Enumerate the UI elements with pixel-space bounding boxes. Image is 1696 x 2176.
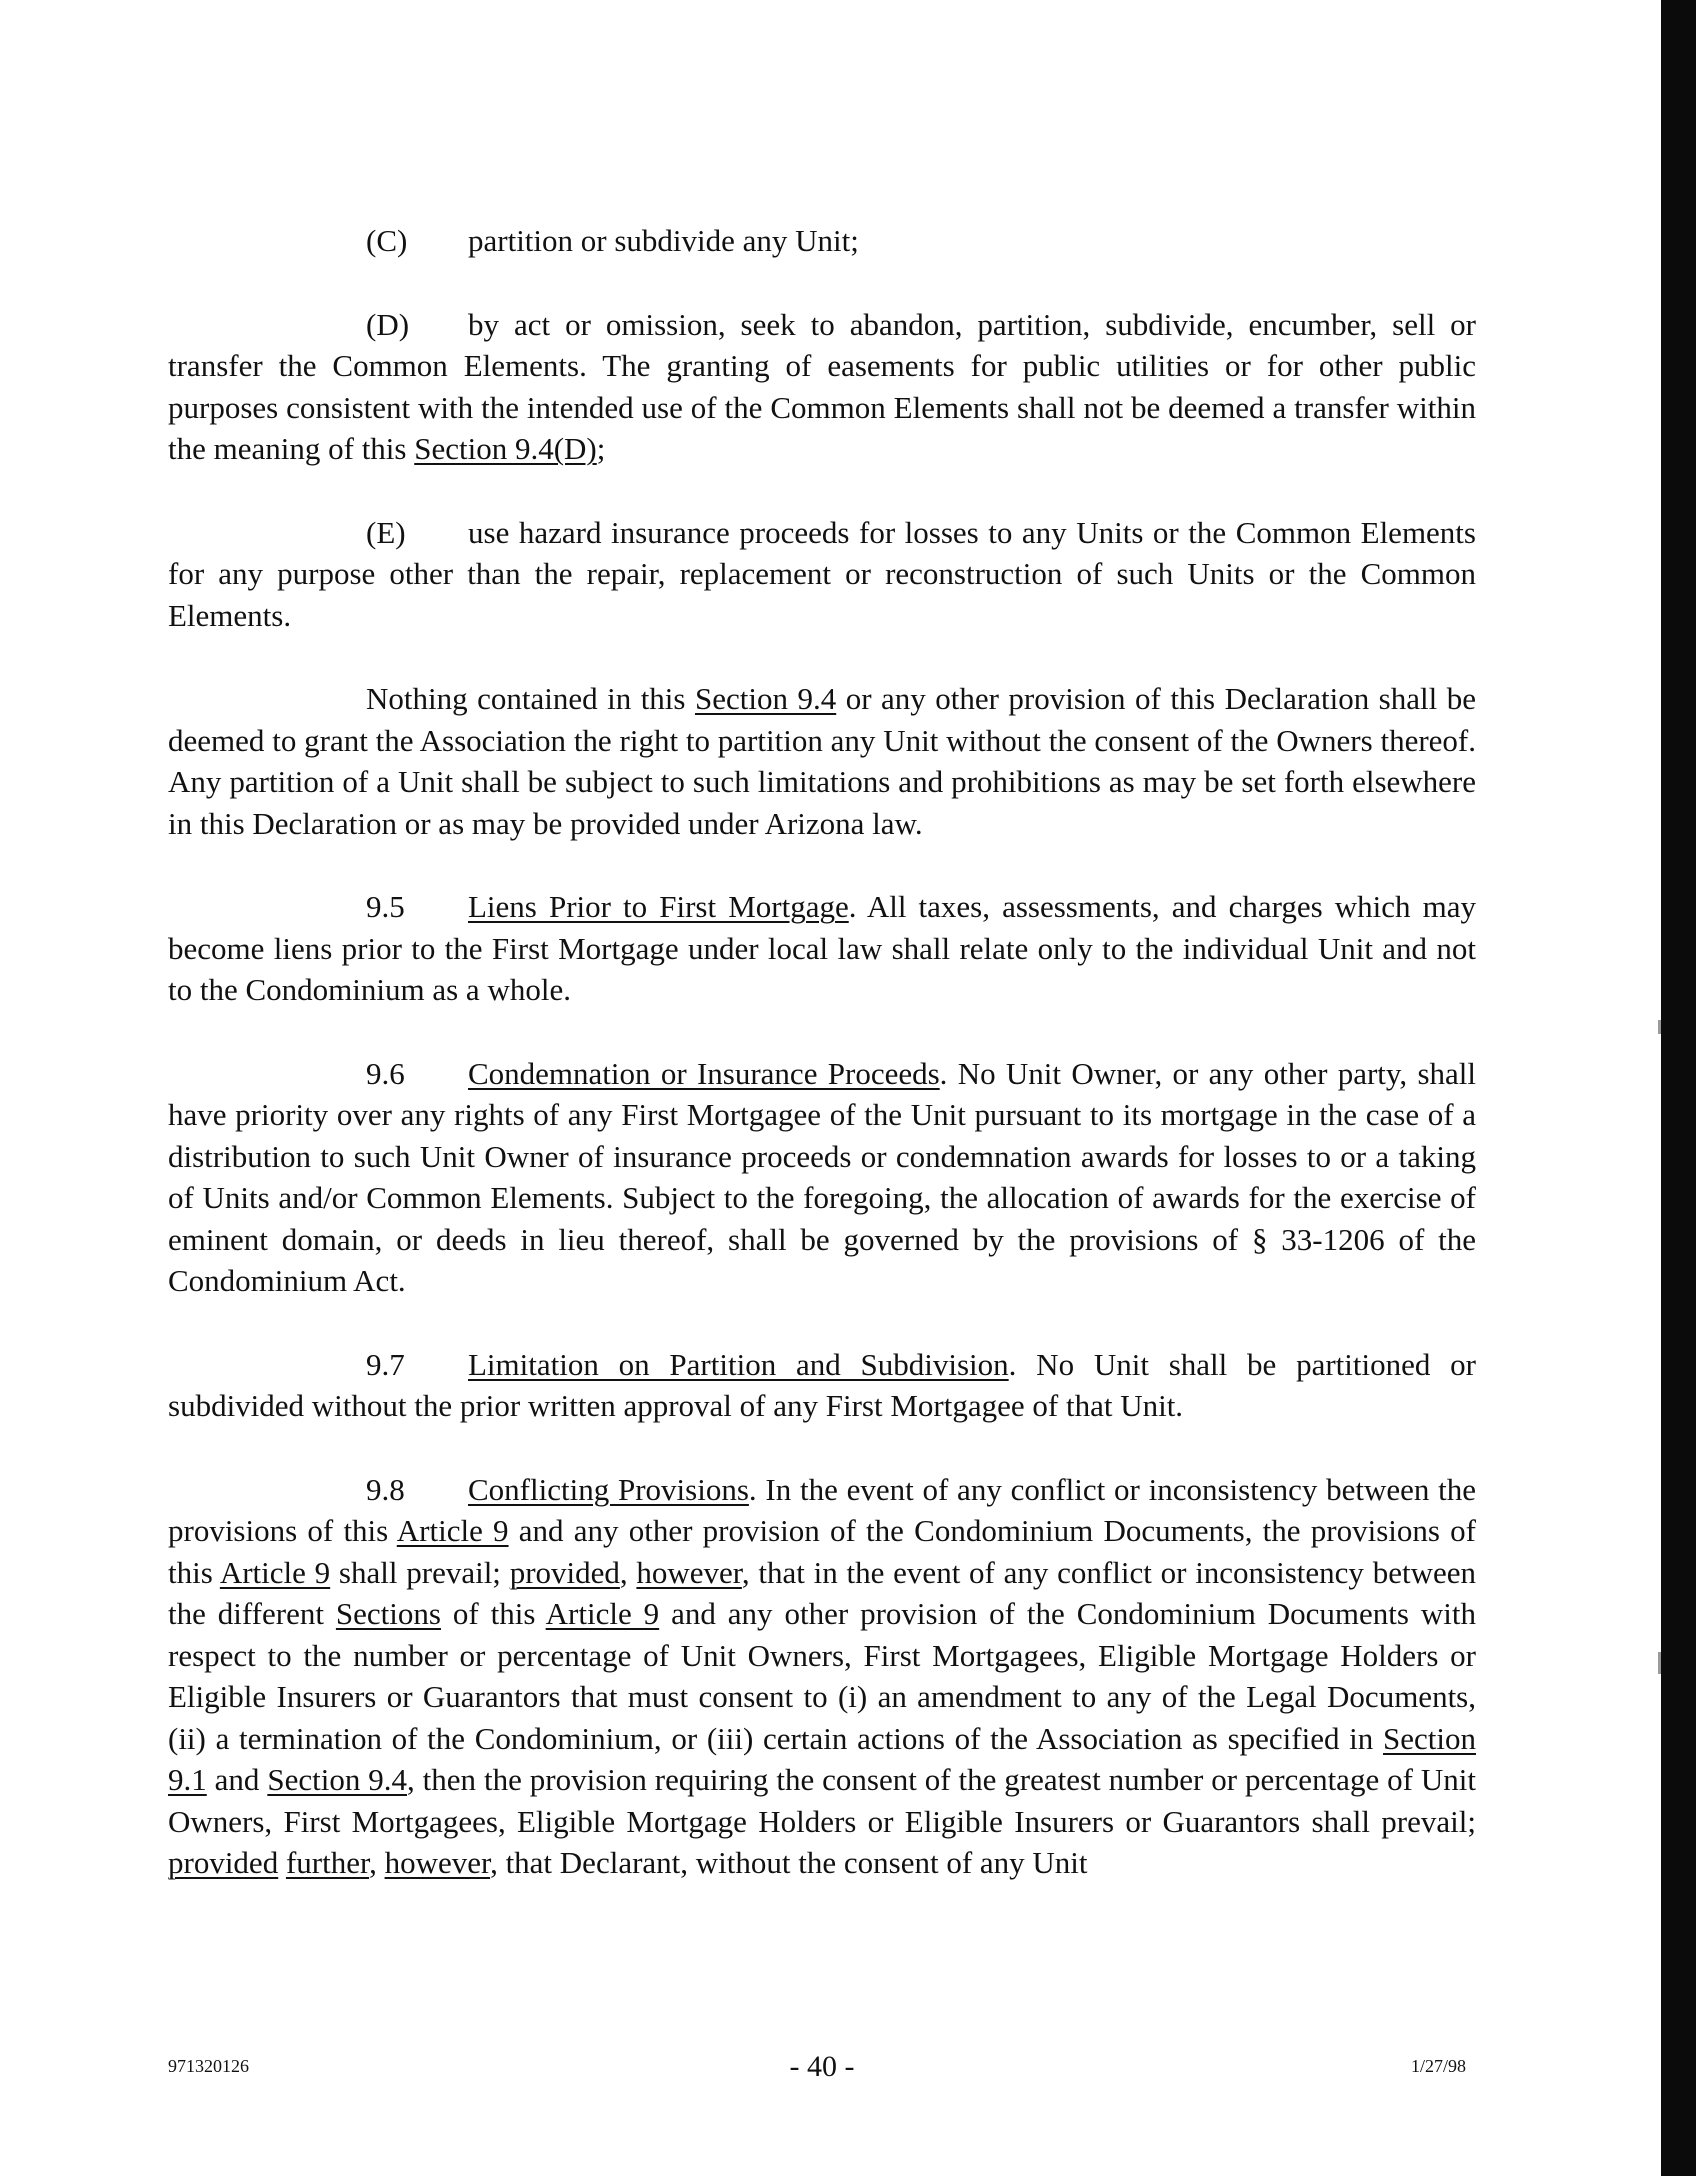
scan-edge-mark	[1658, 1652, 1661, 1674]
paragraph-label: 9.6	[366, 1055, 405, 1091]
paragraph	[168, 220, 1476, 262]
paragraph-text: partition or subdivide any Unit;	[468, 223, 859, 258]
page-footer	[168, 2050, 1476, 2090]
paragraph-text: or any other provision of this Declaration shall be deemed to grant the Association the right to partition any Unit without the consent of the Owners thereof. Any partition of a Unit shall be subject to such limitations and prohibitions as may be set forth elsewhere in this Declaration or as may be provided under Arizona law.	[168, 681, 1476, 841]
footer-date: 1/27/98	[1410, 2056, 1466, 2076]
scan-edge-mark	[1658, 1020, 1661, 1034]
footer-page-number: - 40 -	[789, 2050, 855, 2083]
paragraph	[168, 1053, 1476, 1302]
underlined-reference: Section 9.1	[168, 1720, 1476, 1797]
paragraph-text	[278, 1845, 286, 1880]
footer-document-number: 971320126	[168, 2056, 249, 2076]
underlined-reference: further	[285, 1845, 370, 1880]
underlined-reference: provided	[168, 1845, 279, 1880]
paragraph-text: of this	[440, 1596, 546, 1631]
paragraph-text: , that Declarant, without the consent of any Unit	[490, 1845, 1088, 1880]
paragraph-label: (C)	[366, 223, 408, 258]
paragraph-label: 9.5	[366, 889, 405, 924]
paragraph-text: ,	[619, 1554, 637, 1590]
paragraph	[168, 512, 1476, 637]
paragraph	[168, 886, 1476, 1011]
paragraph-text: and any other provision of the Condominium Documents with respect to the number or percentage of Unit Owners, First Mortgagees, Eligible Mortgage Holders or Eligible Insurers or Guarantors that must consent to (i) an amendment to any of the Legal Documents, (ii) a termination of the Condominium, or (iii) certain actions of the Association as specified in	[168, 1596, 1476, 1756]
paragraph-text: use hazard insurance proceeds for losses to any Units or the Common Elements for any purpose other than the repair, replacement or reconstruction of such Units or the Common Elements.	[168, 514, 1476, 633]
paragraph-text: Nothing contained in this	[366, 681, 695, 716]
underlined-reference: Conflicting Provisions	[468, 1471, 749, 1507]
paragraph-text: ,	[369, 1845, 385, 1880]
underlined-reference: Article 9	[219, 1554, 331, 1590]
paragraph-label: 9.8	[366, 1471, 405, 1507]
underlined-reference: Limitation on Partition and Subdivision	[468, 1346, 1009, 1382]
paragraph-label: (D)	[366, 306, 410, 342]
underlined-reference: Article 9	[545, 1596, 660, 1631]
underlined-reference: however	[636, 1554, 742, 1590]
paragraph-text: . In the event of any conflict or inconsistency between the provisions of this	[168, 1471, 1476, 1548]
paragraph-text: by act or omission, seek to abandon, partition, subdivide, encumber, sell or transfer the Common Elements. The granting of easements for public utilities or for other public purposes consistent with the intended use of the Common Elements shall not be deemed a transfer within the meaning of this	[168, 306, 1476, 466]
underlined-reference: Sections	[335, 1596, 441, 1631]
paragraph-text: and	[206, 1762, 268, 1797]
paragraph-label: (E)	[366, 514, 406, 550]
underlined-reference: provided	[509, 1554, 620, 1590]
paragraph-text: shall prevail;	[330, 1554, 510, 1590]
paragraph	[168, 304, 1476, 470]
paragraph	[168, 1344, 1476, 1427]
paragraph-text: and any other provision of the Condominium Documents, the provisions of this	[168, 1513, 1476, 1590]
paragraph-text: , that in the event of any conflict or inconsistency between the different	[168, 1554, 1476, 1631]
underlined-reference: Section 9.4(D)	[414, 431, 597, 466]
paragraph	[168, 1469, 1476, 1884]
paragraph-text: , then the provision requiring the consent of the greatest number or percentage of Unit Owners, First Mortgagees, Eligible Mortgage Holders or Eligible Insurers or Guarantors shall prevail;	[168, 1762, 1476, 1839]
paragraph-text: . All taxes, assessments, and charges which may become liens prior to the First Mortgage under local law shall relate only to the individual Unit and not to the Condominium as a whole.	[168, 889, 1477, 1007]
underlined-reference: however	[384, 1845, 491, 1880]
paragraph-text: ;	[596, 431, 606, 466]
scan-edge-bar	[1661, 0, 1696, 2176]
paragraph-label: 9.7	[366, 1346, 405, 1382]
paragraph-text: . No Unit Owner, or any other party, shall have priority over any rights of any First Mortgagee of the Unit pursuant to its mortgage in the case of a distribution to such Unit Owner of insurance proceeds or condemnation awards for losses to or a taking of Units and/or Common Elements. Subject to the foregoing, the allocation of awards for the exercise of eminent domain, or deeds in lieu thereof, shall be governed by the provisions of § 33-1206 of the Condominium Act.	[168, 1055, 1476, 1298]
paragraph	[168, 678, 1476, 844]
underlined-reference: Condemnation or Insurance Proceeds	[468, 1055, 940, 1091]
underlined-reference: Liens Prior to First Mortgage	[468, 889, 849, 924]
underlined-reference: Section 9.4	[267, 1762, 408, 1797]
underlined-reference: Article 9	[396, 1513, 509, 1548]
document-body	[168, 220, 1476, 1926]
paragraph-text: . No Unit shall be partitioned or subdivided without the prior written approval of any First Mortgagee of that Unit.	[168, 1346, 1476, 1423]
underlined-reference: Section 9.4	[694, 681, 837, 716]
